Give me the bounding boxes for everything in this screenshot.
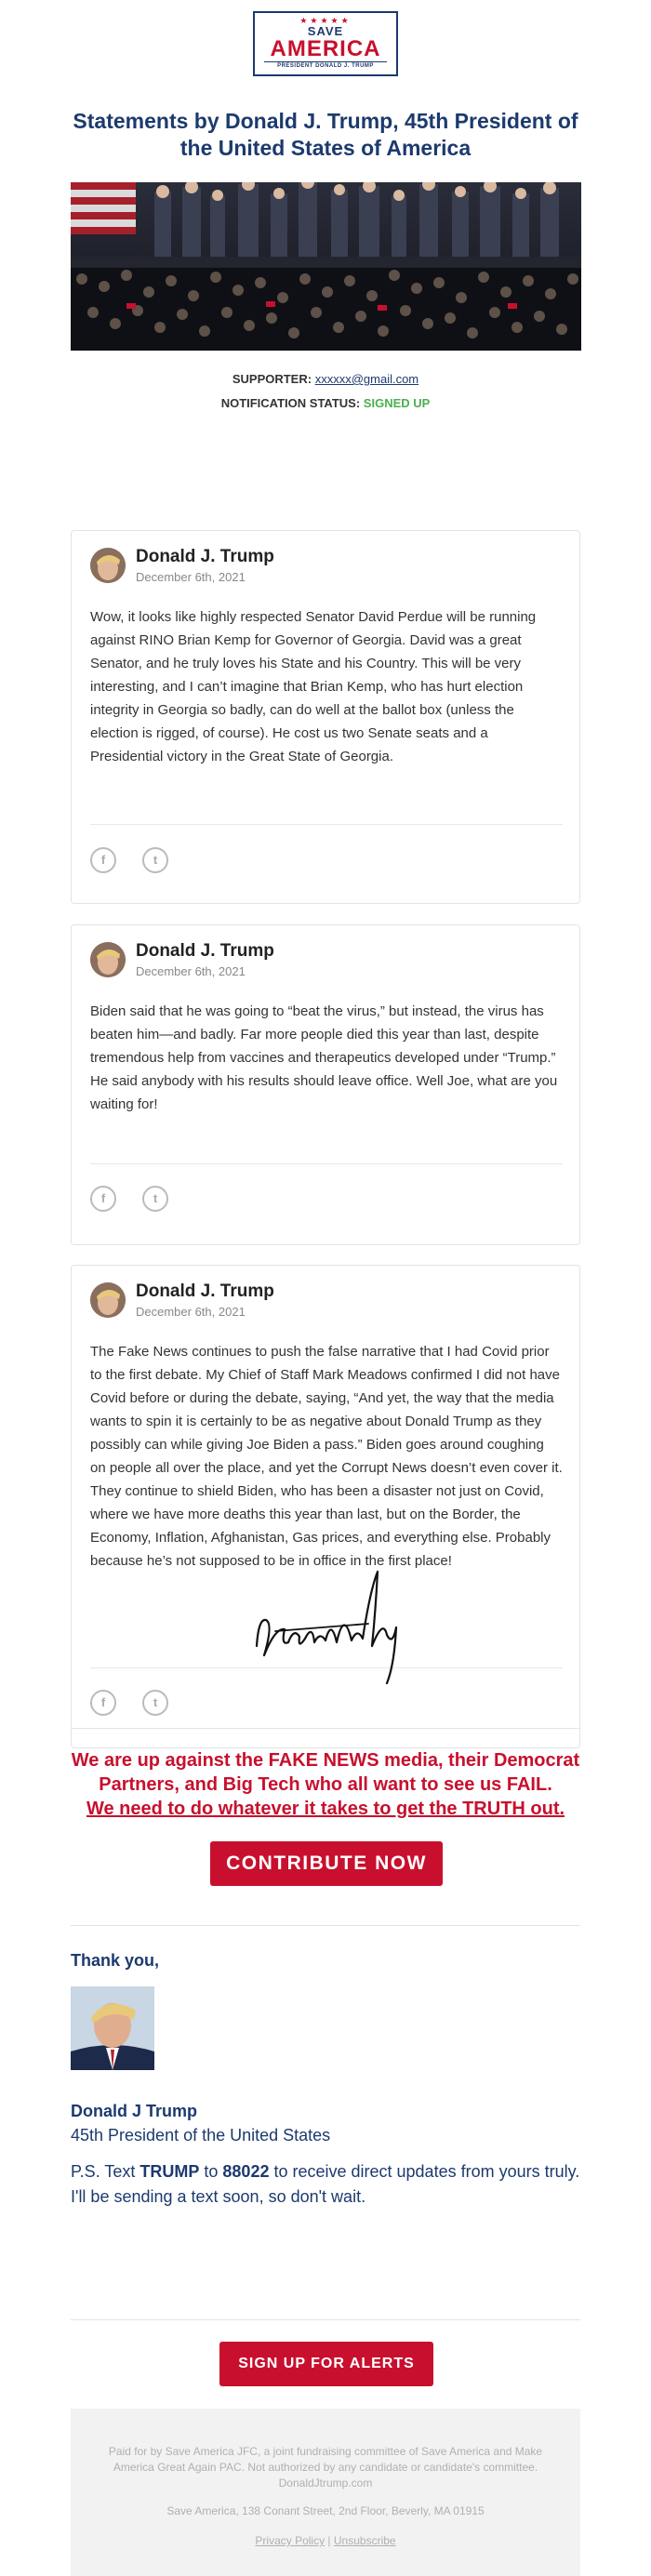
- footer-disclaimer: Paid for by Save America JFC, a joint fundraising committee of Save America and Make America Great Again PAC. Not authorized by any candidate or candidate's committee. DonaldJtrump.com: [108, 2445, 543, 2490]
- avatar: [90, 942, 126, 977]
- urgent-line-1: We are up against the FAKE NEWS media, their Democrat Partners, and Big Tech who all want to see us FAIL.: [71, 1750, 580, 1795]
- privacy-policy-link[interactable]: Privacy Policy: [255, 2534, 326, 2547]
- closing-name: Donald J Trump: [71, 2102, 198, 2120]
- footer-links: [71, 2533, 580, 2549]
- ps-prefix: P.S. Text: [71, 2162, 140, 2181]
- logo-stars: ★★★★★: [299, 16, 352, 25]
- notification-status: SIGNED UP: [363, 396, 431, 410]
- ps-suffix: to receive direct updates from yours truly. I'll be sending a text soon, so don't wait.: [71, 2162, 580, 2206]
- trump-portrait: [71, 1986, 154, 2070]
- avatar: [90, 548, 126, 583]
- divider: [90, 1163, 563, 1164]
- divider: [90, 824, 563, 825]
- supporter-email-link[interactable]: xxxxxx@gmail.com: [314, 372, 419, 386]
- notification-label: NOTIFICATION STATUS:: [220, 396, 361, 410]
- post-date: December 6th, 2021: [136, 964, 246, 978]
- avatar-image: [90, 1282, 126, 1318]
- twitter-icon[interactable]: t: [142, 1690, 168, 1716]
- statement-card: [71, 924, 580, 1245]
- logo-president: PRESIDENT DONALD J. TRUMP: [264, 61, 387, 71]
- logo-save: SAVE: [307, 24, 344, 38]
- portrait-image: [71, 1986, 154, 2070]
- post-text: Wow, it looks like highly respected Senator David Perdue will be running against RINO Brian Kemp for Governor of Georgia. David was a great Senator, and he truly loves his State and his Country. This will be very interesting, and I can’t imagine that Brian Kemp, who has hurt election integrity in Georgia so badly, can do well at the ballot box (unless the election is rigged, of course). He cost us two Senate seats and a Presidential victory in the Great State of Georgia.: [90, 609, 537, 764]
- thank-you: Thank you,: [71, 1951, 160, 1970]
- post-text: Biden said that he was going to “beat the virus,” but instead, the virus has beaten him—and badly. Far more people died this year than last, despite tremendous help from vaccines and therapeutics developed under “Trump.” He said anybody with his results should leave office. Well Joe, what are you waiting for!: [90, 1003, 558, 1112]
- ps-keyword: TRUMP: [140, 2162, 200, 2181]
- facebook-icon[interactable]: f: [90, 1690, 116, 1716]
- logo-america: AMERICA: [270, 36, 381, 61]
- crowd-photo: [71, 182, 581, 351]
- statement-card: [71, 530, 580, 904]
- page-title: Statements by Donald J. Trump, 45th President of the United States of America: [73, 109, 578, 160]
- footer-address: Save America, 138 Conant Street, 2nd Floor, Beverly, MA 01915: [166, 2504, 485, 2517]
- divider: [71, 1925, 580, 1926]
- urgent-message: [56, 1748, 595, 1821]
- closing-title: 45th President of the United States: [71, 2126, 331, 2144]
- post-author: Donald J. Trump: [136, 941, 274, 961]
- post-date: December 6th, 2021: [136, 1305, 246, 1319]
- post-author: Donald J. Trump: [136, 1281, 274, 1301]
- supporter-line: [0, 372, 651, 386]
- notification-status-line: [0, 396, 651, 410]
- facebook-icon[interactable]: f: [90, 1186, 116, 1212]
- signature: [247, 1553, 415, 1693]
- contribute-now-button[interactable]: CONTRIBUTE NOW: [210, 1841, 443, 1886]
- supporter-label: SUPPORTER:: [232, 372, 312, 386]
- avatar-image: [90, 942, 126, 977]
- divider: [71, 2319, 580, 2320]
- avatar: [90, 1282, 126, 1318]
- twitter-icon[interactable]: t: [142, 847, 168, 873]
- post-author: Donald J. Trump: [136, 547, 274, 566]
- unsubscribe-link[interactable]: Unsubscribe: [333, 2534, 396, 2547]
- hero-image: [71, 182, 581, 351]
- post-text: The Fake News continues to push the false narrative that I had Covid prior to the first debate. My Chief of Staff Mark Meadows confirmed I did not have Covid before or during the debate, saying, “And yet, the way that the media wants to spin it is certainly to be as negative about Donald Trump as they possibly can while giving Joe Biden a pass.” Biden goes around coughing on people all over the place, and yet the Corrupt News doesn’t even cover it. They continue to shield Biden, who has been a disaster not just on Covid, where we have more deaths this year than last, but on the Border, the Economy, Inflation, Afghanistan, Gas prices, and everything else. Probably because he’s not supposed to be in office in the first place!: [90, 1344, 563, 1569]
- sign-up-for-alerts-button[interactable]: SIGN UP FOR ALERTS: [219, 2342, 433, 2386]
- twitter-icon[interactable]: t: [142, 1186, 168, 1212]
- avatar-image: [90, 548, 126, 583]
- footer: [71, 2409, 580, 2576]
- divider: [71, 1728, 580, 1729]
- facebook-icon[interactable]: f: [90, 847, 116, 873]
- save-america-logo[interactable]: [253, 11, 398, 76]
- ps-number: 88022: [222, 2162, 270, 2181]
- urgent-line-2[interactable]: We need to do whatever it takes to get the TRUTH out.: [86, 1799, 565, 1819]
- post-date: December 6th, 2021: [136, 570, 246, 584]
- ps-text: [71, 2159, 591, 2210]
- ps-to: to: [199, 2162, 223, 2181]
- footer-separator: |: [325, 2534, 334, 2547]
